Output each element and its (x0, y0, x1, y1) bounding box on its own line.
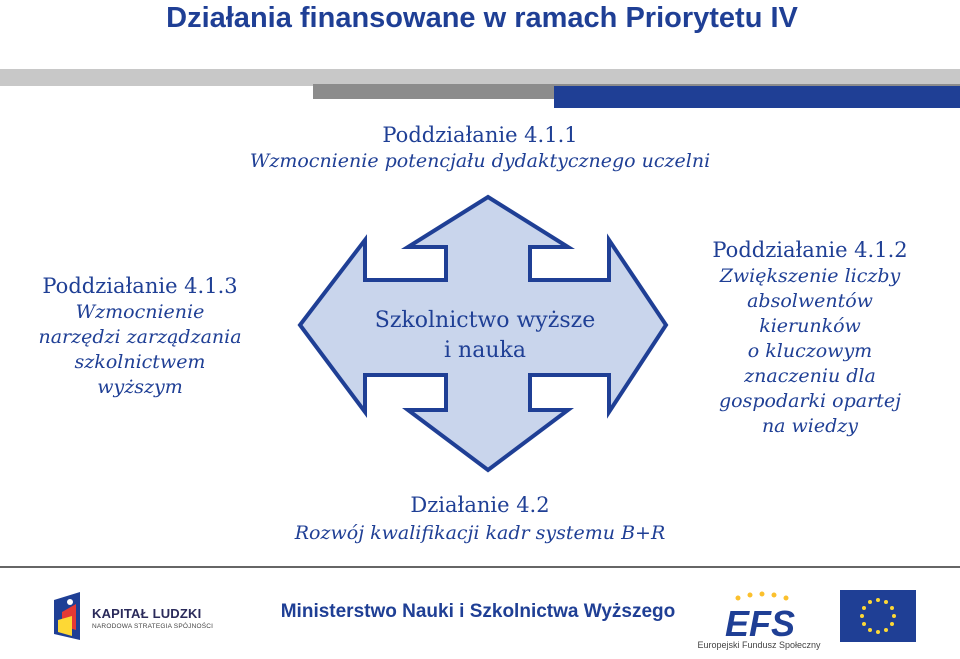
page-title: Działania finansowane w ramach Priorytetu IV (166, 2, 798, 34)
block-left-desc-line: narzędzi zarządzania (38, 326, 242, 348)
block-left (20, 272, 260, 400)
ministry-name: Ministerstwo Nauki i Szkolnictwa Wyższego (280, 601, 676, 622)
efs-subtitle: Europejski Fundusz Społeczny (697, 640, 821, 650)
block-right-desc-line: o kluczowym (747, 340, 873, 362)
footer-divider (0, 566, 960, 568)
block-right-desc-line: Zwiększenie liczby (719, 265, 901, 287)
block-left-desc-line: wyższym (97, 376, 183, 398)
block-right-desc-line: kierunków (759, 315, 861, 337)
kl-title: KAPITAŁ LUDZKI (92, 606, 202, 621)
block-right-desc-line: znaczeniu dla (744, 365, 876, 387)
eu-flag-icon (840, 590, 916, 642)
block-bottom-head: Działanie 4.2 (410, 493, 550, 517)
block-left-desc-line: Wzmocnienie (75, 301, 205, 323)
block-bottom-desc: Rozwój kwalifikacji kadr systemu B+R (294, 522, 666, 544)
kl-subtitle: NARODOWA STRATEGIA SPÓJNOŚCI (92, 623, 214, 630)
block-top-desc: Wzmocnienie potencjału dydaktycznego uczelni (249, 150, 711, 172)
block-right (690, 236, 930, 439)
block-right-desc-line: absolwentów (747, 290, 873, 312)
svg-text:EFS: EFS (724, 603, 796, 644)
block-right-head: Poddziałanie 4.1.2 (712, 238, 908, 262)
block-left-desc-line: szkolnictwem (74, 351, 206, 373)
block-right-desc-line: na wiedzy (761, 415, 859, 437)
block-top-head: Poddziałanie 4.1.1 (382, 123, 578, 147)
block-bottom (200, 490, 760, 546)
block-right-desc-line: gospodarki opartej (719, 390, 901, 412)
center-label (340, 306, 630, 366)
center-line: Szkolnictwo wyższe (374, 308, 596, 333)
center-line: i nauka (444, 338, 526, 363)
block-left-head: Poddziałanie 4.1.3 (42, 274, 238, 298)
block-top (200, 122, 760, 174)
